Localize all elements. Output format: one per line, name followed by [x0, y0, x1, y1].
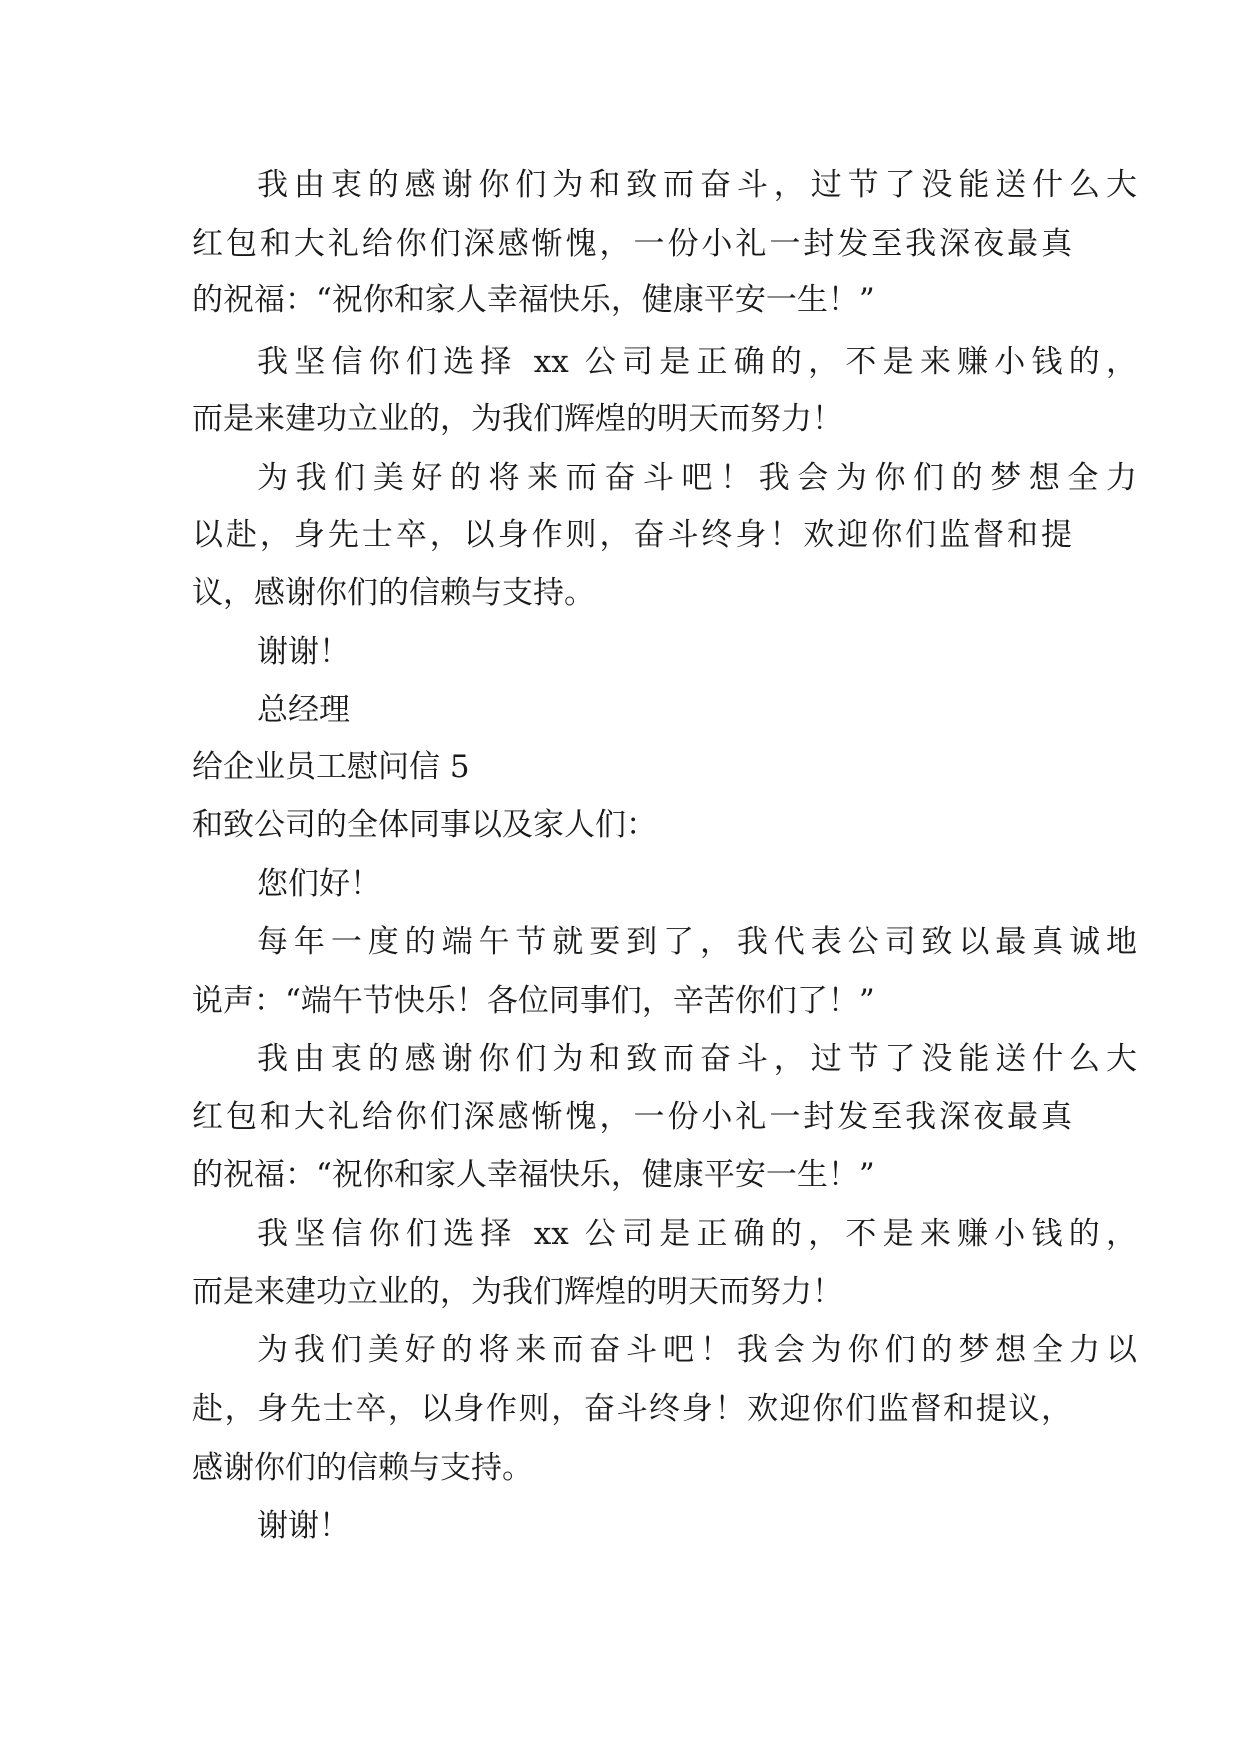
paragraph-line: 感谢你们的信赖与支持。 — [192, 1450, 533, 1486]
paragraph-line: 为我们美好的将来而奋斗吧！我会为你们的梦想全力以 — [257, 1332, 1137, 1368]
paragraph-line: 我坚信你们选择 xx 公司是正确的，不是来赚小钱的， — [257, 1216, 1137, 1252]
paragraph-line: 以赴，身先士卒，以身作则，奋斗终身！欢迎你们监督和提 — [192, 517, 1072, 553]
paragraph-line: 而是来建功立业的，为我们辉煌的明天而努力！ — [192, 1274, 843, 1310]
paragraph-line: 为我们美好的将来而奋斗吧！我会为你们的梦想全力 — [257, 460, 1137, 496]
salutation: 和致公司的全体同事以及家人们： — [192, 807, 657, 843]
signature-title: 总经理 — [257, 692, 350, 728]
paragraph-line: 我坚信你们选择 xx 公司是正确的，不是来赚小钱的， — [257, 344, 1137, 380]
paragraph-line: 的祝福：“祝你和家人幸福快乐，健康平安一生！” — [192, 1157, 875, 1193]
paragraph-line: 议，感谢你们的信赖与支持。 — [192, 575, 595, 611]
paragraph-line: 红包和大礼给你们深感惭愧，一份小礼一封发至我深夜最真 — [192, 226, 1072, 262]
paragraph-line: 说声：“端午节快乐！各位同事们，辛苦你们了！” — [192, 983, 875, 1019]
closing-thanks: 谢谢！ — [257, 634, 350, 670]
letter-heading: 给企业员工慰问信 5 — [192, 749, 470, 785]
greeting: 您们好！ — [257, 866, 381, 902]
paragraph-line: 赴，身先士卒，以身作则，奋斗终身！欢迎你们监督和提议， — [192, 1391, 1072, 1427]
paragraph-line: 我由衷的感谢你们为和致而奋斗，过节了没能送什么大 — [257, 167, 1137, 203]
paragraph-line: 而是来建功立业的，为我们辉煌的明天而努力！ — [192, 401, 843, 437]
paragraph-line: 红包和大礼给你们深感惭愧，一份小礼一封发至我深夜最真 — [192, 1099, 1072, 1135]
closing-thanks: 谢谢！ — [257, 1508, 350, 1544]
paragraph-line: 我由衷的感谢你们为和致而奋斗，过节了没能送什么大 — [257, 1041, 1137, 1077]
paragraph-line: 每年一度的端午节就要到了，我代表公司致以最真诚地 — [257, 924, 1137, 960]
paragraph-line: 的祝福：“祝你和家人幸福快乐，健康平安一生！” — [192, 282, 875, 318]
